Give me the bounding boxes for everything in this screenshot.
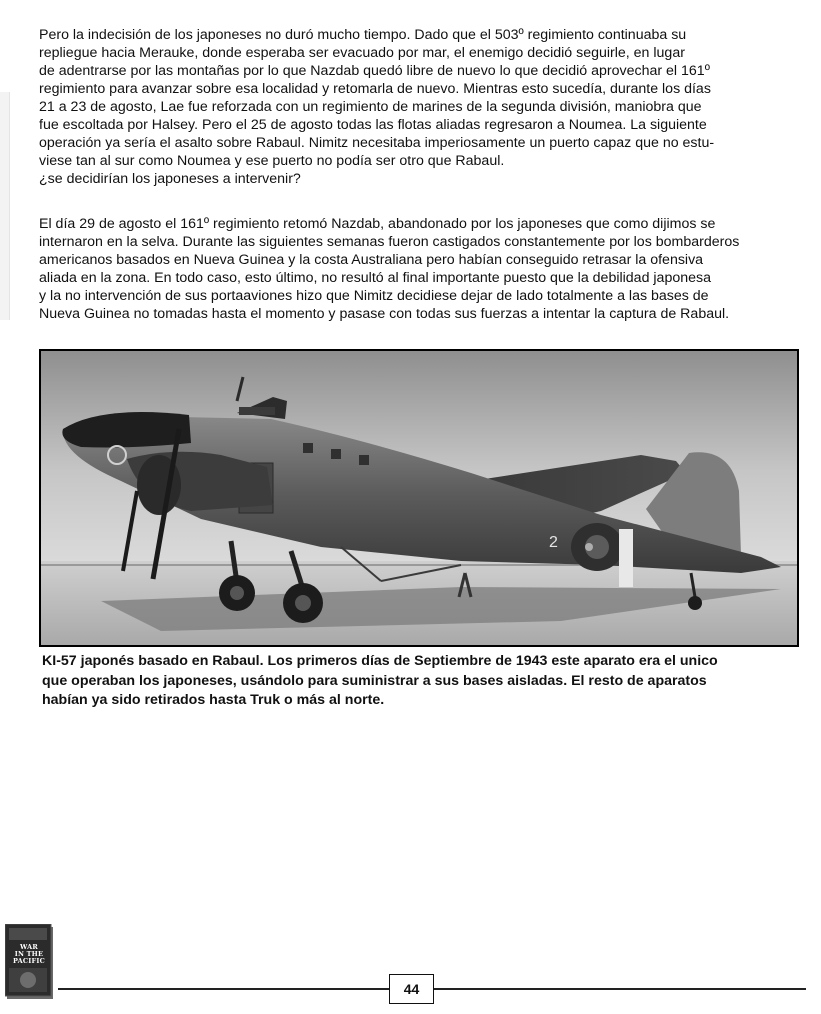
paragraph-1 (39, 26, 714, 188)
paragraph-line: aliada en la zona. En todo caso, esto último, no resultó al final importante puesto que la debilidad japonesa (39, 270, 711, 286)
paragraph-line: internaron en la selva. Durante las siguientes semanas fueron castigados constantemente por los bombarderos (39, 234, 740, 250)
thumbnail-title-line: PACIFIC (13, 957, 45, 965)
paragraph-line: y la no intervención de sus portaaviones hizo que Nimitz decidiese dejar de lado totalmente a las bases de (39, 288, 709, 304)
paragraph-line: El día 29 de agosto el 161º regimiento retomó Nazdab, abandonado por los japoneses que como dijimos se (39, 216, 716, 232)
paragraph-line: viese tan al sur como Noumea y ese puerto no podía ser otro que Rabaul. (39, 153, 505, 169)
thumbnail-title-line: IN THE (14, 950, 44, 958)
paragraph-line: americanos basados en Nueva Guinea y la costa Australiana pero habían conseguido retrasar la ofensiva (39, 252, 704, 268)
paragraph-line: ¿se decidirían los japoneses a intervenir? (39, 171, 301, 187)
paragraph-line: de adentrarse por las montañas por lo que Nazdab quedó libre de nuevo lo que decidió aprovechar el 161º (39, 63, 710, 79)
paragraph-line: 21 a 23 de agosto, Lae fue reforzada con un regimiento de marines de la segunda división, maniobra que (39, 99, 702, 115)
photo-caption (42, 652, 718, 711)
paragraph-2 (39, 215, 739, 323)
caption-line: habían ya sido retirados hasta Truk o más al norte. (42, 692, 385, 708)
left-edge-decoration (0, 92, 10, 320)
page-number: 44 (389, 974, 434, 1004)
aircraft-photo (39, 349, 799, 647)
paragraph-line: operación ya sería el asalto sobre Rabaul. Nimitz necesitaba imperiosamente un puerto capaz que no estu- (39, 135, 715, 151)
footer-rule-right (434, 988, 806, 990)
dvd-cover-thumbnail (5, 924, 55, 1000)
paragraph-line: regimiento para avanzar sobre esa localidad y retomarla de nuevo. Mientras esto sucedía, durante los días (39, 81, 711, 97)
caption-line: que operaban los japoneses, usándolo para suministrar a sus bases aisladas. El resto de aparatos (42, 672, 707, 689)
tail-marking: 2 (549, 534, 558, 551)
caption-line: KI-57 japonés basado en Rabaul. Los primeros días de Septiembre de 1943 este aparato era el unico (42, 653, 718, 669)
paragraph-line: Pero la indecisión de los japoneses no duró mucho tiempo. Dado que el 503º regimiento continuaba su (39, 27, 687, 43)
paragraph-line: fue escoltada por Halsey. Pero el 25 de agosto todas las flotas aliadas regresaron a Noumea. La siguiente (39, 117, 707, 133)
paragraph-line: Nueva Guinea no tomadas hasta el momento y pasase con todas sus fuerzas a intentar la captura de Rabaul. (39, 306, 730, 322)
thumbnail-title-line: WAR (20, 943, 38, 951)
footer-rule-left (58, 988, 389, 990)
paragraph-line: repliegue hacia Merauke, donde esperaba ser evacuado por mar, el enemigo decidió seguirle, en lugar (39, 45, 685, 61)
